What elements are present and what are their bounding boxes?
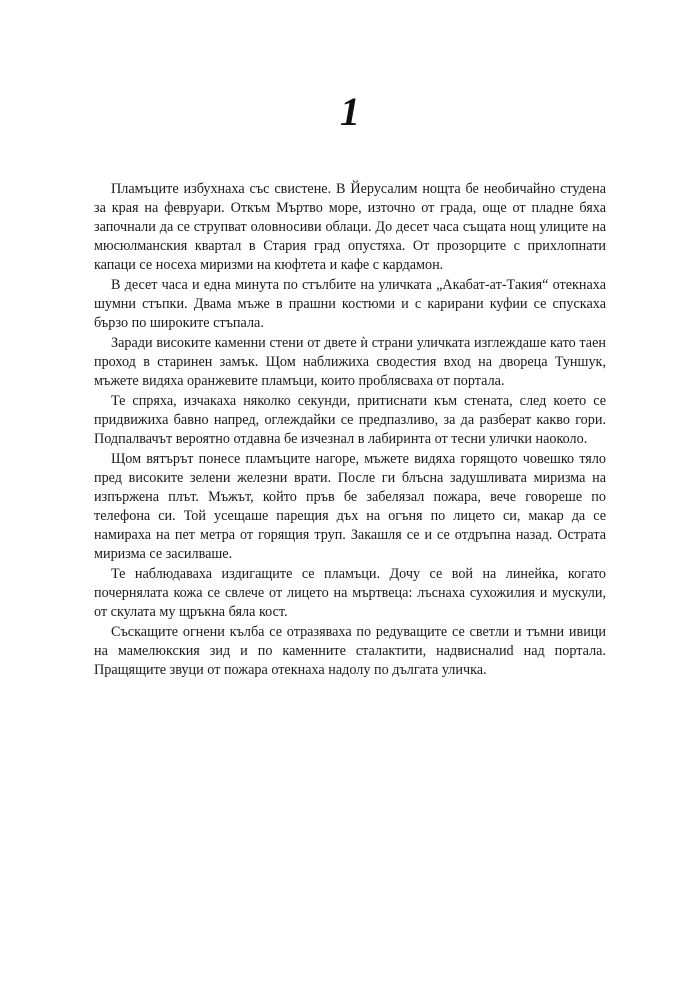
paragraph: Заради високите каменни стени от двете ѝ страни уличката изглеждаше като таен проход в старинен замък. Щом наближиха сводестия вход на двореца Туншук, мъжете видяха оранжевите пламъци, които проблясваха от портала.	[94, 335, 606, 389]
paragraph: Щом вятърът понесе пламъците нагоре, мъжете видяха горящото човешко тяло пред високите зелени железни врати. После ги блъсна задушливата миризма на изпържена плът. Мъжът, който пръв бе забелязал пожара, вече говореше по телефона си. Той усещаше парещия дъх на огъня по лицето си, макар да се намираха на пет метра от горящия труп. Закашля се и се отдръпна назад. Острата миризма се засилваше.	[94, 451, 606, 562]
chapter-body	[94, 180, 606, 681]
chapter-number: 1	[340, 89, 360, 134]
paragraph: Съскащите огнени кълба се отразяваха по редуващите се светли и тъмни ивици на мамелюкския зид и по каменните сталактити, надвисналиd над портала. Пращящите звуци от пожара отекнаха надолу по дългата уличка.	[94, 624, 606, 678]
paragraph: В десет часа и една минута по стълбите на уличката „Акабат-ат-Такия“ отекнаха шумни стъпки. Двама мъже в прашни костюми и с карирани куфии се спускаха бързо по широките стъпала.	[94, 277, 606, 331]
paragraph: Те спряха, изчакаха няколко секунди, притиснати към стената, след което се придвижиха бавно напред, оглеждайки се предпазливо, за да разберат какво гори. Подпалвачът вероятно отдавна бе изчезнал в лабиринта от тесни улички наоколо.	[94, 393, 606, 447]
paragraph: Те наблюдаваха издигащите се пламъци. Дочу се вой на линейка, когато почернялата кожа се свлече от лицето на мъртвеца: лъснаха сухожилия и мускули, от скулата му щръкна бяла кост.	[94, 566, 606, 620]
paragraph: Пламъците избухнаха със свистене. В Йерусалим нощта бе необичайно студена за края на февруари. Откъм Мъртво море, източно от града, още от пладне бяха започнали да се струпват оловносиви облаци. До десет часа същата нощ улиците на мюсюлманския квартал в Стария град опустяха. От прозорците с прихлопнати капаци се носеха миризми на кюфтета и кафе с кардамон.	[94, 181, 606, 273]
